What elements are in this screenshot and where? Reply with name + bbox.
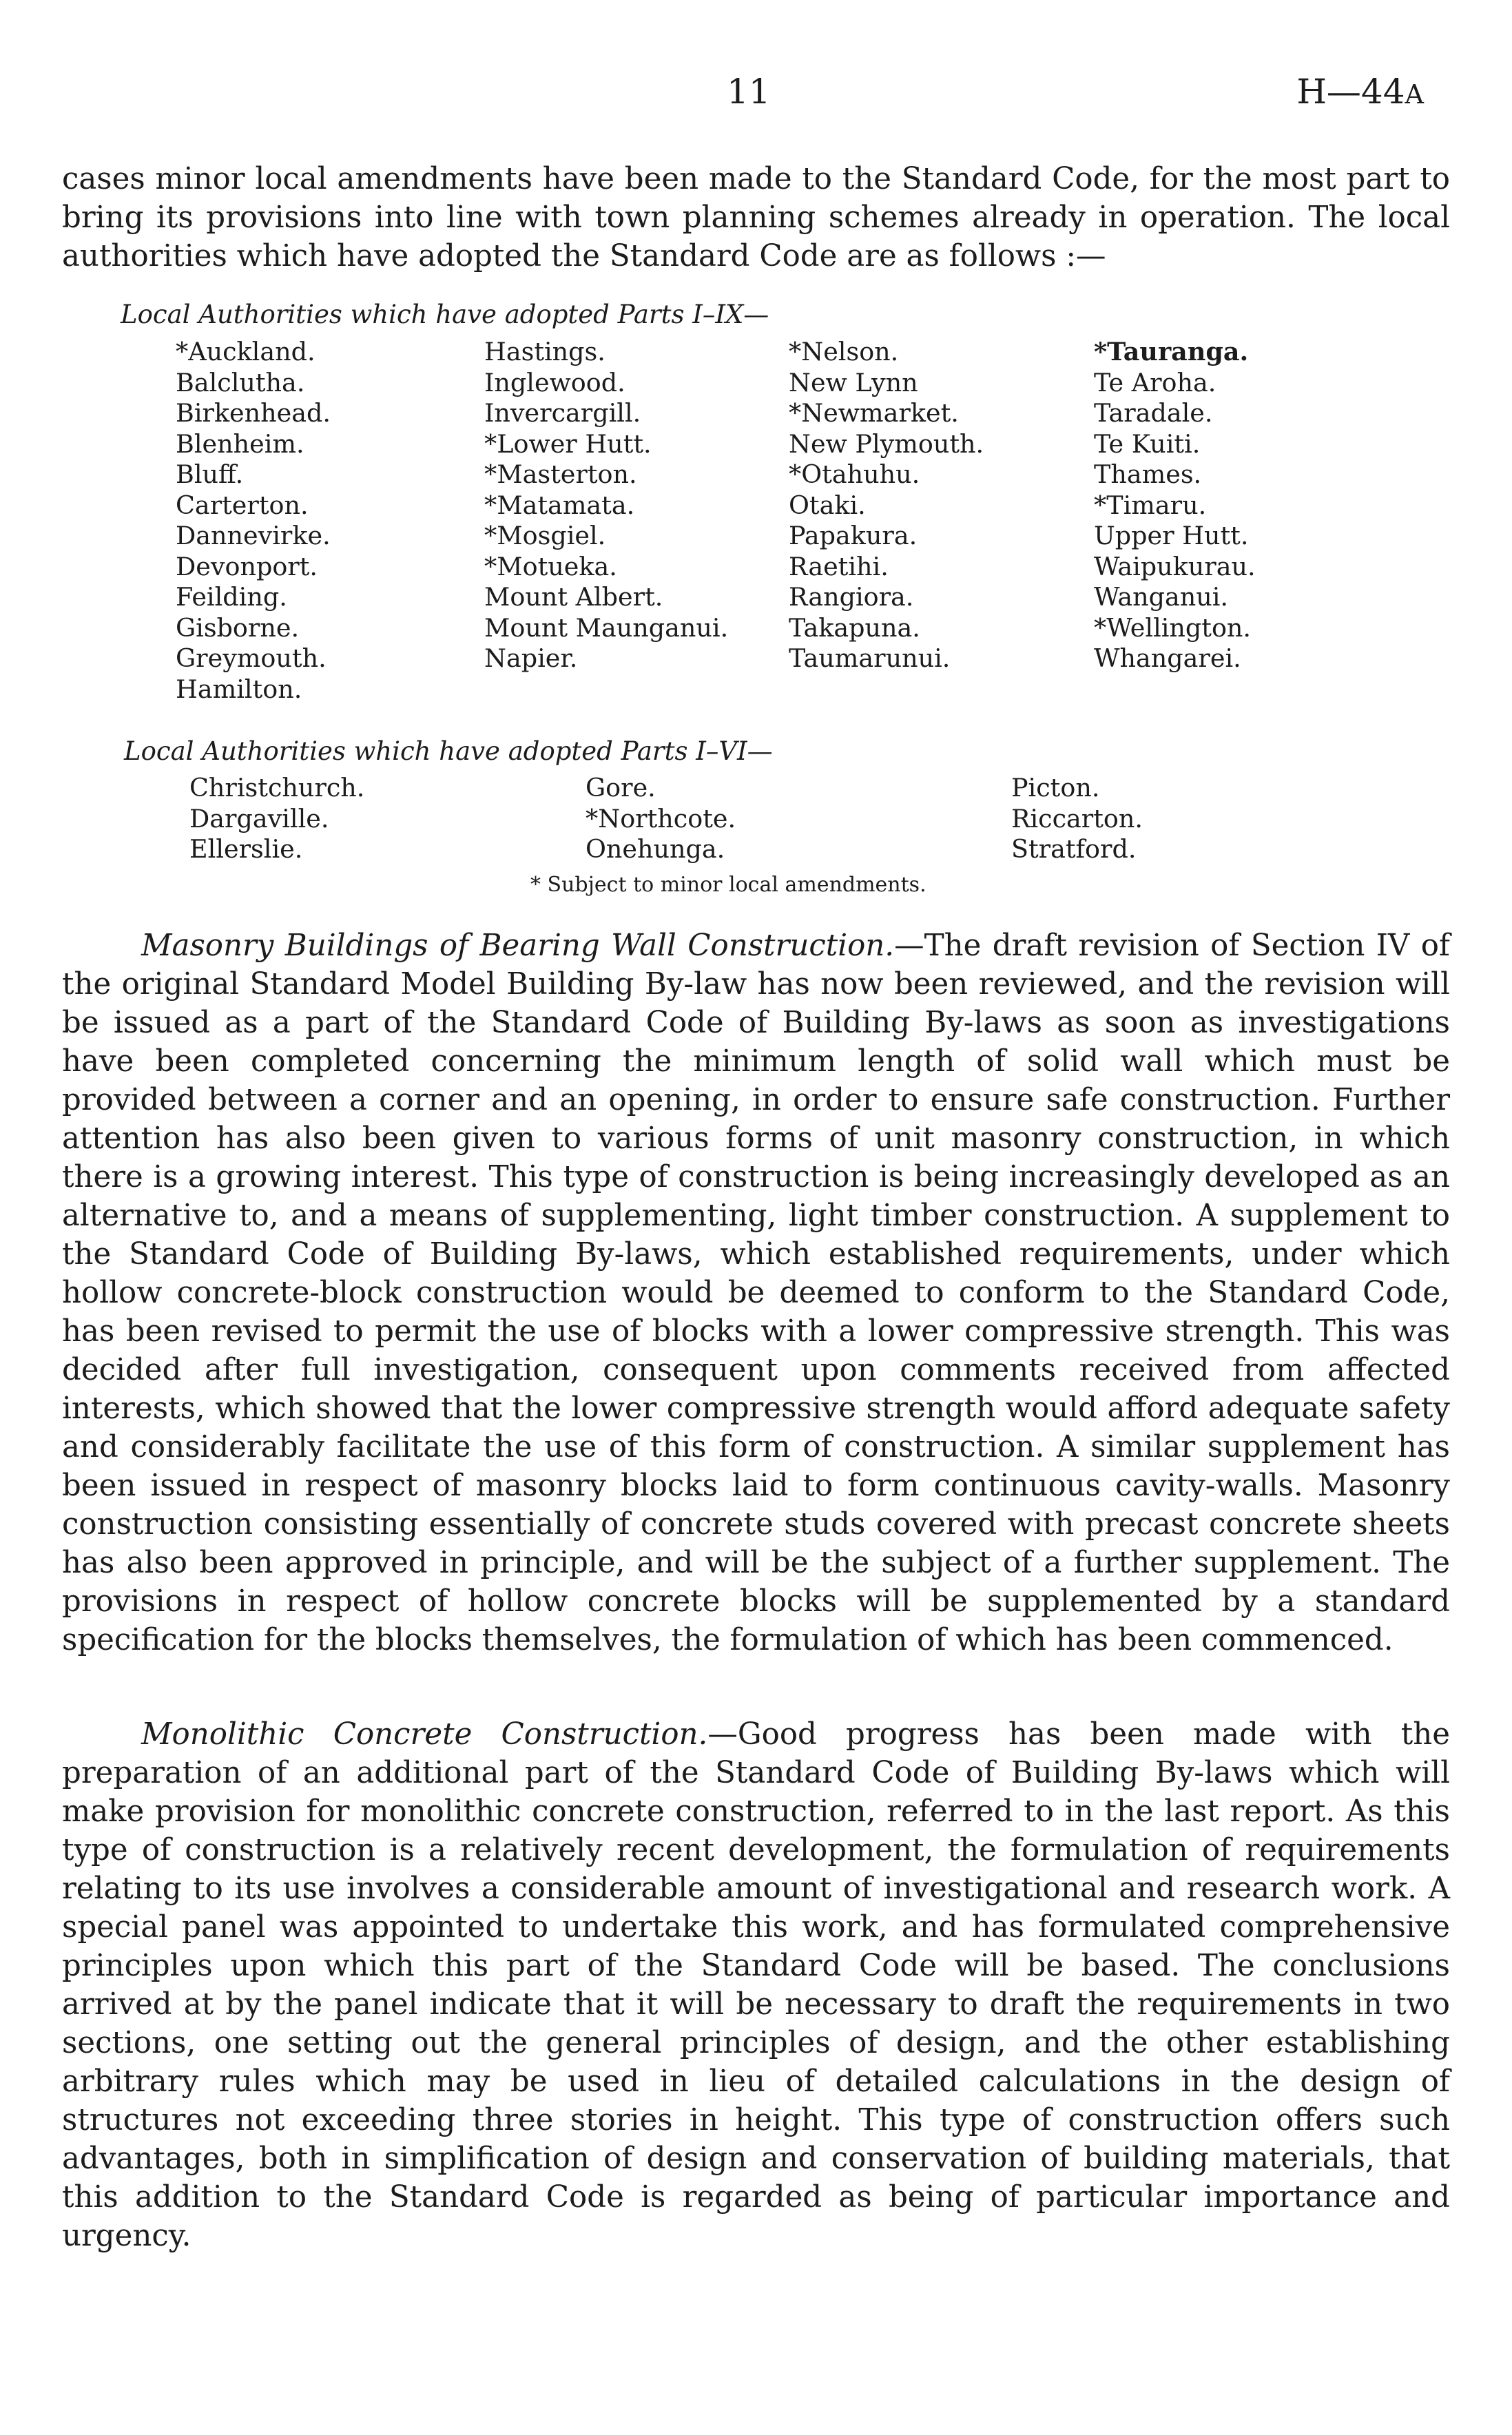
report-reference [1296,72,1424,112]
list-column-2 [586,773,736,865]
list-item: Birkenhead. [176,398,331,428]
list-item: *Timaru. [1094,490,1207,520]
list-item: Taradale. [1094,398,1213,428]
list-item: Balclutha. [176,367,305,397]
list-item: *Newmarket. [789,398,959,428]
list-column-3 [789,337,984,674]
monolithic-heading: Monolithic Concrete Construction. [141,1717,708,1752]
report-ref-suffix: A [1405,79,1424,110]
list-item: Christchurch. [189,773,365,802]
masonry-body: —The draft revision of Section IV of the original Standard Model Building By-law has now been reviewed, and the revision will be issued as a part of the Standard Code of Building By-laws as soon as investigations have been completed concerning the minimum length of solid wall which must be provided between a corner and an opening, in order to ensure safe construction. Further attention has also been given to various forms of unit masonry construction, in which there is a growing interest. This type of construction is being increasingly developed as an alternative to, and a means of supplementing, light timber construction. A supplement to the Standard Code of Building By-laws, which established requirements, under which hollow concrete-block construction would be deemed to conform to the Standard Code, has been revised to permit the use of blocks with a lower compressive strength. This was decided after full investigation, consequent upon comments received from affected interests, which showed that the lower compressive strength would afford adequate safety and considerably facilitate the use of this form of construction. A similar supplement has been issued in respect of masonry blocks laid to form continuous cavity-walls. Masonry construction consisting essentially of concrete studs covered with precast concrete sheets has also been approved in principle, and will be the subject of a further supplement. The provisions in respect of hollow concrete blocks will be supplemented by a standard specification for the blocks themselves, the formulation of which has been commenced. [62,929,1450,1657]
list-item: Ellerslie. [189,834,303,864]
list-item: Rangiora. [789,582,914,612]
report-ref-main: H—44 [1296,72,1405,112]
list-item: Bluff. [176,459,244,489]
monolithic-paragraph [62,1715,1450,2255]
masonry-heading: Masonry Buildings of Bearing Wall Construction. [141,929,895,963]
list-item: Otaki. [789,490,866,520]
list-item: Invercargill. [484,398,641,428]
list-item: Papakura. [789,521,918,550]
page-header [0,72,1512,120]
page-number: 11 [727,72,771,112]
footnote: * Subject to minor local amendments. [530,873,926,897]
monolithic-body: —Good progress has been made with the preparation of an additional part of the Standard Code of Building By-laws which will make provision for monolithic concrete construction, referred to in the last report. As this type of construction is a relatively recent development, the formulation of requirements relating to its use involves a considerable amount of investigational and research work. A special panel was appointed to undertake this work, and has formulated comprehensive principles upon which this part of the Standard Code will be based. The conclusions arrived at by the panel indicate that it will be necessary to draft the requirements in two sections, one setting out the general principles of design, and the other establishing arbitrary rules which may be used in lieu of detailed calculations in the design of structures not exceeding three stories in height. This type of construction offers such advantages, both in simplification of design and conservation of building materials, that this addition to the Standard Code is regarded as being of particular importance and urgency. [62,1717,1450,2253]
list-item: *Matamata. [484,490,635,520]
list-item: Feilding. [176,582,287,612]
list-item: Upper Hutt. [1094,521,1249,550]
intro-paragraph: cases minor local amendments have been made to the Standard Code, for the most part to bring its provisions into line with town planning schemes already in operation. The local authorities which have adopted the Standard Code are as follows :— [62,162,1450,273]
list-item: Te Kuiti. [1094,428,1201,459]
list-item: Inglewood. [484,367,625,397]
list-item: Picton. [1011,773,1100,802]
list-item: Blenheim. [176,428,304,459]
list-item: Taumarunui. [789,643,951,673]
list-item: Mount Albert. [484,582,663,612]
list-column-1 [189,773,364,865]
list-item: *Mosgiel. [484,521,606,550]
list-item: *Motueka. [484,551,617,581]
list-item: Hastings. [484,337,605,366]
list-item: New Lynn [789,367,918,397]
list-item: Hamilton. [176,674,302,704]
list-item: *Northcote. [586,803,736,833]
list-column-2 [484,337,728,674]
list-item: *Wellington. [1094,612,1252,643]
list-i-ix-heading: Local Authorities which have adopted Parts I–IX— [121,300,769,329]
list-item: Takapuna. [789,612,920,643]
list-item: *Masterton. [484,459,637,489]
list-item: Gore. [586,773,656,802]
list-item: Devonport. [176,551,318,581]
list-item: Waipukurau. [1094,551,1256,581]
list-item: Carterton. [176,490,309,520]
list-item: Mount Maunganui. [484,612,729,643]
list-item: *Otahuhu. [789,459,920,489]
list-item: *Auckland. [176,337,315,366]
list-i-vi-heading: Local Authorities which have adopted Parts I–VI— [124,736,773,766]
list-item: Riccarton. [1011,803,1143,833]
list-item: *Nelson. [789,337,899,366]
list-item: Napier. [484,643,578,673]
list-item: Dannevirke. [176,521,331,550]
list-column-3 [1011,773,1143,865]
list-item: New Plymouth. [789,428,984,459]
list-column-1 [176,337,331,705]
list-item: Onehunga. [586,834,725,864]
list-item: Stratford. [1011,834,1137,864]
list-item: *Lower Hutt. [484,428,652,459]
list-column-4 [1094,337,1256,674]
list-item: Gisborne. [176,612,300,643]
list-item: Te Aroha. [1094,367,1216,397]
list-item: Whangarei. [1094,643,1241,673]
list-item: Greymouth. [176,643,327,673]
list-item: *Tauranga. [1094,337,1249,366]
list-item: Thames. [1094,459,1202,489]
masonry-paragraph [62,926,1450,1659]
list-item: Wanganui. [1094,582,1229,612]
list-item: Raetihi. [789,551,889,581]
list-item: Dargaville. [189,803,329,833]
